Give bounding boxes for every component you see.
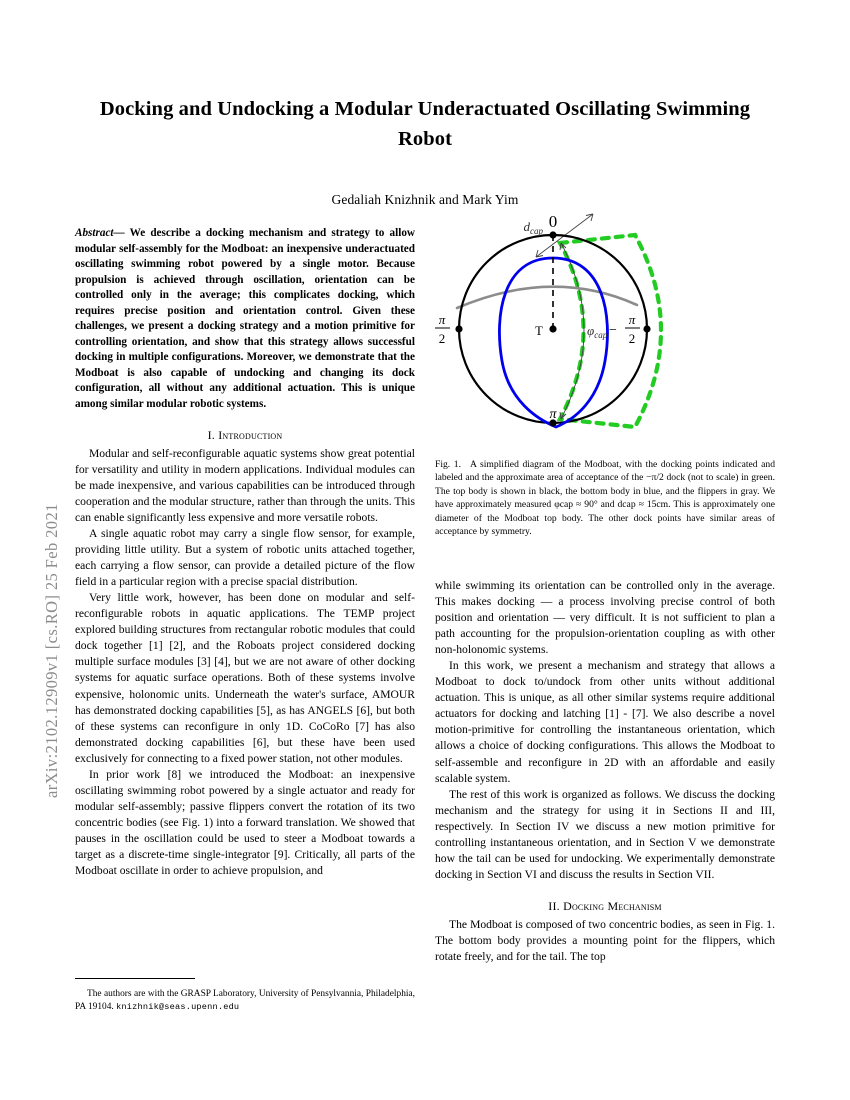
label-d-cap: $d_{cap}$: [523, 219, 543, 236]
figure-caption-text: A simplified diagram of the Modboat, with the docking points indicated and labeled and the approximate area of acceptance of the −π/2 dock (not to scale) in green. The top body is shown in black, the bottom body in blue, and the flippers in gray. We have approximately measured φcap ≈ 90° and dcap ≈ 15cm. This is approximately one diameter of the Modboat top body. The other dock points have similar areas of acceptance by symmetry.: [435, 459, 775, 538]
section-title: Docking Mechanism: [563, 898, 662, 913]
center-point: [549, 325, 556, 332]
label-neg-sign: −: [609, 323, 617, 338]
paragraph: The rest of this work is organized as follows. We discuss the docking mechanism and the strategy for using it in Sections II and III, respectively. In Section IV we discuss a new motion primitive for controlling instantaneous orientation, and in Section V we demonstrate how the tail can be used for undocking. We experimentally demonstrate docking in Section VI and discuss the results in Section VII.: [435, 787, 775, 881]
dock-point-neg-pi-over-2: [643, 325, 650, 332]
paragraph: A single aquatic robot may carry a single flow sensor, for example, providing little utility. But a system of robotic units attached together, each carrying a flow sensor, can provide a detailed picture of the flow field in a particular region with a precise spacial distribution.: [75, 527, 415, 589]
footnote-affiliation: The authors are with the GRASP Laboratory, University of Pensylvannia, Philadelphia, PA 19104.: [75, 989, 415, 1013]
left-column: [75, 226, 415, 879]
label-neg-pi-over-2-denominator: 2: [628, 331, 636, 346]
label-pi: π: [549, 407, 557, 422]
label-neg-pi-over-2-numerator: π: [628, 312, 636, 327]
label-pi-over-2-denominator: 2: [438, 331, 446, 346]
section-heading-docking-mechanism: [435, 898, 775, 915]
figure-label: Fig. 1.: [435, 459, 461, 470]
paragraph: Very little work, however, has been done on modular and self-reconfigurable robots in aquatic applications. The TEMP project explored building structures from rectangular robotic modules that could dock together [1] [2], and the Roboats project considered docking multiple surface modules [3] [4], but we are not aware of other docking systems for aquatic surface operations. Both of these systems involve expensive, holonomic units. Underneath the water's surface, AMOUR has demonstrated docking capabilities [5], as has ANGELS [6], but both of these systems can reconfigure in only 1D. CoCoRo [7] has also demonstrated docking capabilities [6], but these have been used exclusively for connecting to a fixed power station, not other modules.: [75, 591, 415, 765]
label-center-T: T: [535, 324, 543, 338]
footnote-divider: [75, 978, 195, 979]
abstract: [75, 226, 415, 412]
section-title: Introduction: [218, 428, 283, 443]
footnote-email: knizhnik@seas.upenn.edu: [116, 1002, 240, 1013]
arxiv-stamp: arXiv:2102.12909v1 [cs.RO] 25 Feb 2021: [42, 503, 61, 798]
title-block: [75, 95, 775, 208]
figure-1: [435, 205, 775, 455]
paragraph: In prior work [8] we introduced the Modboat: an inexpensive oscillating swimming robot powered by a single actuator and ready for modular self-assembly; passive flippers convert the rotation of its two concentric bodies (see Fig. 1) into a forward translation. We showed that pauses in the oscillation could be used to steer a Modboat towards a target as a discrete-time single-integrator [9]. Critically, all parts of the Modboat oscillate in order to achieve propulsion, and: [75, 767, 415, 878]
footnote-text: [75, 988, 415, 1015]
label-0: 0: [548, 212, 558, 231]
flipper-arc: [457, 287, 637, 308]
dock-point-0: [549, 231, 556, 238]
paragraph: while swimming its orientation can be controlled only in the average. This makes docking — a process involving precise control of both position and orientation — very difficult. It is not sufficient to plan a path accounting for the propulsion-orientation coupling as with other non-holonomic systems.: [435, 579, 775, 657]
dock-point-pi-over-2: [455, 325, 462, 332]
section-heading-introduction: [75, 427, 415, 444]
right-column: [435, 578, 775, 965]
paragraph: In this work, we present a mechanism and strategy that allows a Modboat to dock to/undock from other units without additional actuation. This is unique, as all other similar systems require additional actuators for docking and latching [1] - [7]. We also describe a novel motion-primitive for controlling the instantaneous orientation, which allows a choice of docking configurations. This allows the Modboat to self-assemble and reconfigure in 2D with an affordable and easily scalable system.: [435, 659, 775, 785]
paragraph: Modular and self-reconfigurable aquatic systems show great potential for versatility and utility in modern applications. Individual modules can be made inexpensive, and various capabilities can be introduced through cooperation and the modular structure, rather than through the units. This can enable significantly less expensive and more versatile robots.: [75, 446, 415, 524]
abstract-text: We describe a docking mechanism and strategy to allow modular self-assembly for the Modboat: an inexpensive underactuated oscillating swimming robot powered by a single motor. Because propulsion is achieved through oscillation, orientation can be controlled only in the average; this complicates docking, which requires precise position and orientation control. Given these challenges, we present a docking strategy and a motion primitive for controlling orientation, and show that this strategy allows successful docking in multiple configurations. Moreover, we demonstrate that the Modboat is also capable of undocking and changing its dock configuration, all without any additional actuation. This is unique among similar modular robotic systems.: [75, 227, 415, 410]
figure-caption: [435, 458, 775, 539]
page-title: Docking and Undocking a Modular Underactuated Oscillating Swimming Robot: [99, 98, 751, 150]
abstract-label: Abstract—: [75, 227, 125, 239]
footnote: [75, 988, 415, 1015]
label-pi-over-2-numerator: π: [438, 312, 446, 327]
paragraph: The Modboat is composed of two concentric bodies, as seen in Fig. 1. The bottom body provides a mounting point for the flippers, which rotate freely, and for the tail. The top: [435, 917, 775, 963]
phi-cap-arc: [561, 243, 584, 419]
authors: Gedaliah Knizhnik and Mark Yim: [331, 192, 519, 208]
section-numeral: II.: [548, 898, 560, 913]
modboat-diagram: [435, 205, 775, 455]
label-phi-cap: $\varphi_{cap}$: [587, 323, 608, 340]
section-numeral: I.: [207, 428, 216, 443]
